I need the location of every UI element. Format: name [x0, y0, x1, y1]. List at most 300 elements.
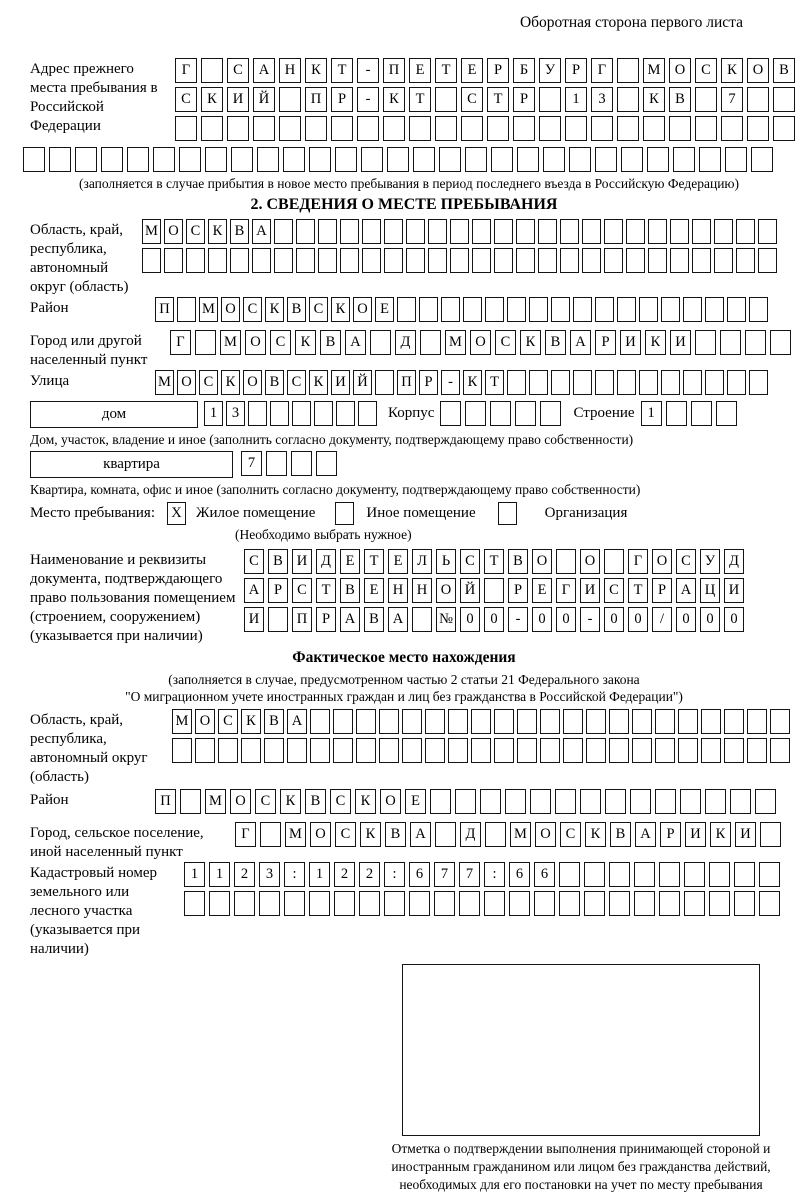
form-cell[interactable] — [331, 116, 353, 141]
form-cell[interactable] — [101, 147, 123, 172]
form-cell[interactable]: О — [221, 297, 240, 322]
form-cell[interactable] — [375, 370, 394, 395]
form-cell[interactable]: Т — [435, 58, 457, 83]
form-cell[interactable]: О — [243, 370, 262, 395]
form-cell[interactable] — [435, 116, 457, 141]
form-cell[interactable]: Д — [395, 330, 416, 355]
form-cell[interactable] — [759, 862, 780, 887]
form-cell[interactable] — [701, 709, 721, 734]
form-cell[interactable]: К — [201, 87, 223, 112]
form-cell[interactable] — [248, 401, 267, 426]
form-cell[interactable] — [279, 116, 301, 141]
form-cell[interactable] — [186, 248, 205, 273]
form-cell[interactable] — [705, 370, 724, 395]
form-cell[interactable] — [406, 248, 425, 273]
form-cell[interactable] — [617, 58, 639, 83]
form-cell[interactable]: А — [253, 58, 275, 83]
form-cell[interactable] — [639, 370, 658, 395]
form-cell[interactable]: Р — [487, 58, 509, 83]
form-cell[interactable]: М — [142, 219, 161, 244]
form-cell[interactable] — [127, 147, 149, 172]
form-cell[interactable]: Р — [565, 58, 587, 83]
form-cell[interactable] — [259, 891, 280, 916]
form-cell[interactable]: К — [585, 822, 606, 847]
form-cell[interactable]: Е — [388, 549, 408, 574]
form-cell[interactable] — [177, 297, 196, 322]
form-cell[interactable] — [626, 248, 645, 273]
form-cell[interactable]: С — [461, 87, 483, 112]
form-cell[interactable] — [734, 891, 755, 916]
form-cell[interactable]: Т — [628, 578, 648, 603]
form-cell[interactable] — [751, 147, 773, 172]
form-cell[interactable] — [538, 248, 557, 273]
form-cell[interactable]: С — [175, 87, 197, 112]
form-cell[interactable] — [296, 219, 315, 244]
form-cell[interactable] — [669, 116, 691, 141]
form-cell[interactable] — [648, 248, 667, 273]
form-cell[interactable] — [745, 330, 766, 355]
form-cell[interactable] — [440, 401, 461, 426]
form-cell[interactable] — [450, 248, 469, 273]
form-cell[interactable] — [209, 891, 230, 916]
form-cell[interactable] — [560, 219, 579, 244]
form-cell[interactable] — [559, 891, 580, 916]
form-cell[interactable] — [705, 789, 726, 814]
form-cell[interactable] — [630, 789, 651, 814]
form-cell[interactable]: А — [635, 822, 656, 847]
form-cell[interactable] — [605, 789, 626, 814]
form-cell[interactable]: К — [295, 330, 316, 355]
form-cell[interactable] — [540, 401, 561, 426]
form-cell[interactable] — [626, 219, 645, 244]
form-cell[interactable] — [680, 789, 701, 814]
form-cell[interactable] — [758, 248, 777, 273]
form-cell[interactable]: К — [280, 789, 301, 814]
form-cell[interactable]: А — [570, 330, 591, 355]
form-cell[interactable] — [505, 789, 526, 814]
form-cell[interactable]: Г — [170, 330, 191, 355]
form-cell[interactable] — [770, 709, 790, 734]
form-cell[interactable]: О — [747, 58, 769, 83]
form-cell[interactable] — [195, 738, 215, 763]
form-cell[interactable] — [569, 147, 591, 172]
form-cell[interactable]: Р — [316, 607, 336, 632]
form-cell[interactable]: В — [305, 789, 326, 814]
form-cell[interactable]: Р — [268, 578, 288, 603]
form-cell[interactable] — [734, 862, 755, 887]
form-cell[interactable] — [75, 147, 97, 172]
form-cell[interactable]: К — [383, 87, 405, 112]
form-cell[interactable]: 2 — [234, 862, 255, 887]
form-cell[interactable]: 0 — [604, 607, 624, 632]
form-cell[interactable]: В — [268, 549, 288, 574]
form-cell[interactable] — [334, 891, 355, 916]
form-cell[interactable] — [749, 297, 768, 322]
form-cell[interactable] — [484, 891, 505, 916]
form-cell[interactable] — [448, 709, 468, 734]
form-cell[interactable] — [309, 891, 330, 916]
form-cell[interactable] — [749, 370, 768, 395]
form-cell[interactable]: / — [652, 607, 672, 632]
form-cell[interactable] — [659, 862, 680, 887]
form-cell[interactable]: 0 — [628, 607, 648, 632]
form-cell[interactable] — [609, 709, 629, 734]
form-cell[interactable]: Т — [487, 87, 509, 112]
form-cell[interactable] — [384, 219, 403, 244]
form-cell[interactable]: П — [155, 789, 176, 814]
form-cell[interactable] — [670, 248, 689, 273]
form-cell[interactable]: - — [441, 370, 460, 395]
form-cell[interactable]: Д — [460, 822, 481, 847]
form-cell[interactable] — [573, 370, 592, 395]
form-cell[interactable] — [23, 147, 45, 172]
kvartira-label-box[interactable] — [30, 451, 233, 478]
form-cell[interactable] — [279, 87, 301, 112]
form-cell[interactable] — [309, 147, 331, 172]
form-cell[interactable] — [480, 789, 501, 814]
form-cell[interactable]: Й — [460, 578, 480, 603]
form-cell[interactable]: К — [355, 789, 376, 814]
form-cell[interactable] — [450, 219, 469, 244]
form-cell[interactable] — [759, 891, 780, 916]
form-cell[interactable]: Е — [340, 549, 360, 574]
form-cell[interactable]: П — [383, 58, 405, 83]
form-cell[interactable] — [556, 549, 576, 574]
form-cell[interactable] — [727, 297, 746, 322]
form-cell[interactable] — [632, 738, 652, 763]
form-cell[interactable] — [661, 370, 680, 395]
form-cell[interactable] — [494, 219, 513, 244]
form-cell[interactable] — [384, 891, 405, 916]
form-cell[interactable] — [409, 116, 431, 141]
form-cell[interactable]: Г — [556, 578, 576, 603]
form-cell[interactable] — [287, 738, 307, 763]
form-cell[interactable]: А — [345, 330, 366, 355]
form-cell[interactable]: И — [685, 822, 706, 847]
form-cell[interactable] — [655, 709, 675, 734]
form-cell[interactable] — [673, 147, 695, 172]
form-cell[interactable]: В — [385, 822, 406, 847]
form-cell[interactable]: С — [199, 370, 218, 395]
form-cell[interactable] — [435, 87, 457, 112]
form-cell[interactable] — [359, 891, 380, 916]
form-cell[interactable] — [266, 451, 287, 476]
form-cell[interactable]: К — [331, 297, 350, 322]
form-cell[interactable] — [357, 116, 379, 141]
form-cell[interactable] — [231, 147, 253, 172]
form-cell[interactable] — [513, 116, 535, 141]
form-cell[interactable] — [420, 330, 441, 355]
form-cell[interactable]: 1 — [641, 401, 662, 426]
form-cell[interactable] — [530, 789, 551, 814]
form-cell[interactable] — [684, 862, 705, 887]
form-cell[interactable]: О — [652, 549, 672, 574]
form-cell[interactable]: К — [520, 330, 541, 355]
form-cell[interactable] — [430, 789, 451, 814]
form-cell[interactable]: С — [309, 297, 328, 322]
form-cell[interactable] — [595, 297, 614, 322]
form-cell[interactable]: П — [397, 370, 416, 395]
form-cell[interactable]: С — [255, 789, 276, 814]
form-cell[interactable]: Т — [409, 87, 431, 112]
form-cell[interactable]: Р — [660, 822, 681, 847]
form-cell[interactable]: С — [330, 789, 351, 814]
form-cell[interactable] — [609, 891, 630, 916]
form-cell[interactable]: 6 — [409, 862, 430, 887]
form-cell[interactable]: 0 — [532, 607, 552, 632]
form-cell[interactable]: А — [388, 607, 408, 632]
form-cell[interactable] — [582, 219, 601, 244]
form-cell[interactable]: М — [445, 330, 466, 355]
form-cell[interactable] — [205, 147, 227, 172]
form-cell[interactable] — [230, 248, 249, 273]
form-cell[interactable] — [384, 248, 403, 273]
form-cell[interactable]: - — [580, 607, 600, 632]
form-cell[interactable]: Т — [485, 370, 504, 395]
form-cell[interactable]: 2 — [334, 862, 355, 887]
form-cell[interactable]: И — [735, 822, 756, 847]
form-cell[interactable]: Н — [388, 578, 408, 603]
form-cell[interactable] — [773, 87, 795, 112]
form-cell[interactable] — [725, 147, 747, 172]
form-cell[interactable] — [218, 738, 238, 763]
form-cell[interactable] — [283, 147, 305, 172]
form-cell[interactable] — [234, 891, 255, 916]
form-cell[interactable] — [724, 709, 744, 734]
form-cell[interactable] — [555, 789, 576, 814]
form-cell[interactable]: В — [340, 578, 360, 603]
form-cell[interactable] — [695, 330, 716, 355]
form-cell[interactable]: С — [227, 58, 249, 83]
form-cell[interactable]: О — [532, 549, 552, 574]
form-cell[interactable]: А — [244, 578, 264, 603]
form-cell[interactable] — [534, 891, 555, 916]
form-cell[interactable]: С — [218, 709, 238, 734]
form-cell[interactable] — [490, 401, 511, 426]
form-cell[interactable]: Д — [316, 549, 336, 574]
form-cell[interactable] — [441, 297, 460, 322]
form-cell[interactable] — [517, 738, 537, 763]
form-cell[interactable]: С — [604, 578, 624, 603]
form-cell[interactable] — [268, 607, 288, 632]
form-cell[interactable]: И — [244, 607, 264, 632]
dom-label-box[interactable] — [30, 401, 198, 428]
form-cell[interactable]: - — [508, 607, 528, 632]
form-cell[interactable]: Т — [331, 58, 353, 83]
form-cell[interactable] — [692, 219, 711, 244]
form-cell[interactable]: 0 — [556, 607, 576, 632]
form-cell[interactable]: К — [645, 330, 666, 355]
form-cell[interactable]: Е — [375, 297, 394, 322]
checkbox-organizatsiya[interactable] — [498, 502, 517, 525]
form-cell[interactable] — [335, 147, 357, 172]
form-cell[interactable]: 0 — [460, 607, 480, 632]
form-cell[interactable]: 0 — [700, 607, 720, 632]
form-cell[interactable] — [634, 862, 655, 887]
form-cell[interactable]: К — [221, 370, 240, 395]
form-cell[interactable] — [539, 87, 561, 112]
form-cell[interactable]: К — [643, 87, 665, 112]
form-cell[interactable] — [659, 891, 680, 916]
form-cell[interactable] — [428, 248, 447, 273]
form-cell[interactable]: 3 — [259, 862, 280, 887]
form-cell[interactable]: 1 — [209, 862, 230, 887]
form-cell[interactable]: : — [484, 862, 505, 887]
form-cell[interactable]: 1 — [184, 862, 205, 887]
form-cell[interactable]: 0 — [724, 607, 744, 632]
form-cell[interactable]: А — [252, 219, 271, 244]
form-cell[interactable]: А — [287, 709, 307, 734]
form-cell[interactable]: В — [287, 297, 306, 322]
form-cell[interactable] — [472, 219, 491, 244]
form-cell[interactable] — [709, 891, 730, 916]
form-cell[interactable] — [333, 709, 353, 734]
form-cell[interactable] — [379, 709, 399, 734]
form-cell[interactable] — [434, 891, 455, 916]
form-cell[interactable] — [617, 116, 639, 141]
form-cell[interactable]: С — [695, 58, 717, 83]
form-cell[interactable]: К — [241, 709, 261, 734]
form-cell[interactable] — [318, 248, 337, 273]
form-cell[interactable] — [455, 789, 476, 814]
form-cell[interactable] — [142, 248, 161, 273]
form-cell[interactable] — [758, 219, 777, 244]
form-cell[interactable]: И — [331, 370, 350, 395]
form-cell[interactable]: В — [230, 219, 249, 244]
form-cell[interactable] — [683, 370, 702, 395]
form-cell[interactable]: С — [335, 822, 356, 847]
form-cell[interactable] — [195, 330, 216, 355]
form-cell[interactable]: Е — [364, 578, 384, 603]
form-cell[interactable] — [485, 822, 506, 847]
form-cell[interactable] — [604, 248, 623, 273]
form-cell[interactable]: : — [384, 862, 405, 887]
form-cell[interactable]: В — [508, 549, 528, 574]
form-cell[interactable]: П — [305, 87, 327, 112]
form-cell[interactable]: М — [510, 822, 531, 847]
form-cell[interactable] — [563, 738, 583, 763]
form-cell[interactable] — [716, 401, 737, 426]
form-cell[interactable] — [465, 147, 487, 172]
form-cell[interactable] — [573, 297, 592, 322]
form-cell[interactable] — [507, 370, 526, 395]
form-cell[interactable] — [310, 709, 330, 734]
form-cell[interactable] — [773, 116, 795, 141]
form-cell[interactable] — [208, 248, 227, 273]
form-cell[interactable] — [292, 401, 311, 426]
form-cell[interactable] — [565, 116, 587, 141]
form-cell[interactable] — [428, 219, 447, 244]
form-cell[interactable] — [487, 116, 509, 141]
form-cell[interactable]: М — [199, 297, 218, 322]
form-cell[interactable] — [463, 297, 482, 322]
form-cell[interactable] — [284, 891, 305, 916]
form-cell[interactable]: С — [460, 549, 480, 574]
form-cell[interactable] — [655, 789, 676, 814]
form-cell[interactable] — [666, 401, 687, 426]
form-cell[interactable]: Е — [409, 58, 431, 83]
form-cell[interactable] — [582, 248, 601, 273]
form-cell[interactable]: О — [245, 330, 266, 355]
form-cell[interactable] — [314, 401, 333, 426]
form-cell[interactable]: О — [535, 822, 556, 847]
form-cell[interactable]: И — [292, 549, 312, 574]
form-cell[interactable]: С — [560, 822, 581, 847]
form-cell[interactable]: О — [580, 549, 600, 574]
form-cell[interactable] — [274, 248, 293, 273]
form-cell[interactable] — [770, 330, 791, 355]
form-cell[interactable]: И — [724, 578, 744, 603]
form-cell[interactable] — [560, 248, 579, 273]
form-cell[interactable] — [362, 248, 381, 273]
form-cell[interactable] — [670, 219, 689, 244]
form-cell[interactable] — [529, 297, 548, 322]
form-cell[interactable] — [270, 401, 289, 426]
form-cell[interactable] — [406, 219, 425, 244]
form-cell[interactable]: 6 — [509, 862, 530, 887]
form-cell[interactable]: С — [495, 330, 516, 355]
form-cell[interactable]: Р — [508, 578, 528, 603]
form-cell[interactable] — [683, 297, 702, 322]
form-cell[interactable]: В — [545, 330, 566, 355]
form-cell[interactable] — [617, 297, 636, 322]
form-cell[interactable] — [516, 219, 535, 244]
form-cell[interactable] — [730, 789, 751, 814]
form-cell[interactable] — [318, 219, 337, 244]
form-cell[interactable] — [684, 891, 705, 916]
form-cell[interactable]: У — [539, 58, 561, 83]
form-cell[interactable] — [701, 738, 721, 763]
form-cell[interactable] — [296, 248, 315, 273]
form-cell[interactable]: 2 — [359, 862, 380, 887]
form-cell[interactable] — [413, 147, 435, 172]
form-cell[interactable] — [370, 330, 391, 355]
form-cell[interactable] — [540, 738, 560, 763]
form-cell[interactable] — [634, 891, 655, 916]
form-cell[interactable]: У — [700, 549, 720, 574]
form-cell[interactable] — [678, 709, 698, 734]
form-cell[interactable]: 6 — [534, 862, 555, 887]
form-cell[interactable] — [724, 738, 744, 763]
form-cell[interactable] — [584, 891, 605, 916]
form-cell[interactable] — [551, 297, 570, 322]
form-cell[interactable]: О — [310, 822, 331, 847]
form-cell[interactable] — [661, 297, 680, 322]
form-cell[interactable] — [241, 738, 261, 763]
form-cell[interactable] — [595, 370, 614, 395]
form-cell[interactable] — [336, 401, 355, 426]
form-cell[interactable]: А — [676, 578, 696, 603]
form-cell[interactable]: Т — [364, 549, 384, 574]
form-cell[interactable] — [509, 891, 530, 916]
form-cell[interactable]: Г — [235, 822, 256, 847]
form-cell[interactable]: О — [669, 58, 691, 83]
form-cell[interactable] — [721, 116, 743, 141]
form-cell[interactable] — [720, 330, 741, 355]
form-cell[interactable] — [465, 401, 486, 426]
form-cell[interactable] — [252, 248, 271, 273]
form-cell[interactable] — [435, 822, 456, 847]
form-cell[interactable]: Р — [595, 330, 616, 355]
form-cell[interactable] — [747, 709, 767, 734]
form-cell[interactable]: К — [309, 370, 328, 395]
form-cell[interactable] — [412, 607, 432, 632]
form-cell[interactable] — [361, 147, 383, 172]
form-cell[interactable]: С — [186, 219, 205, 244]
form-cell[interactable] — [647, 147, 669, 172]
form-cell[interactable] — [472, 248, 491, 273]
form-cell[interactable] — [539, 116, 561, 141]
